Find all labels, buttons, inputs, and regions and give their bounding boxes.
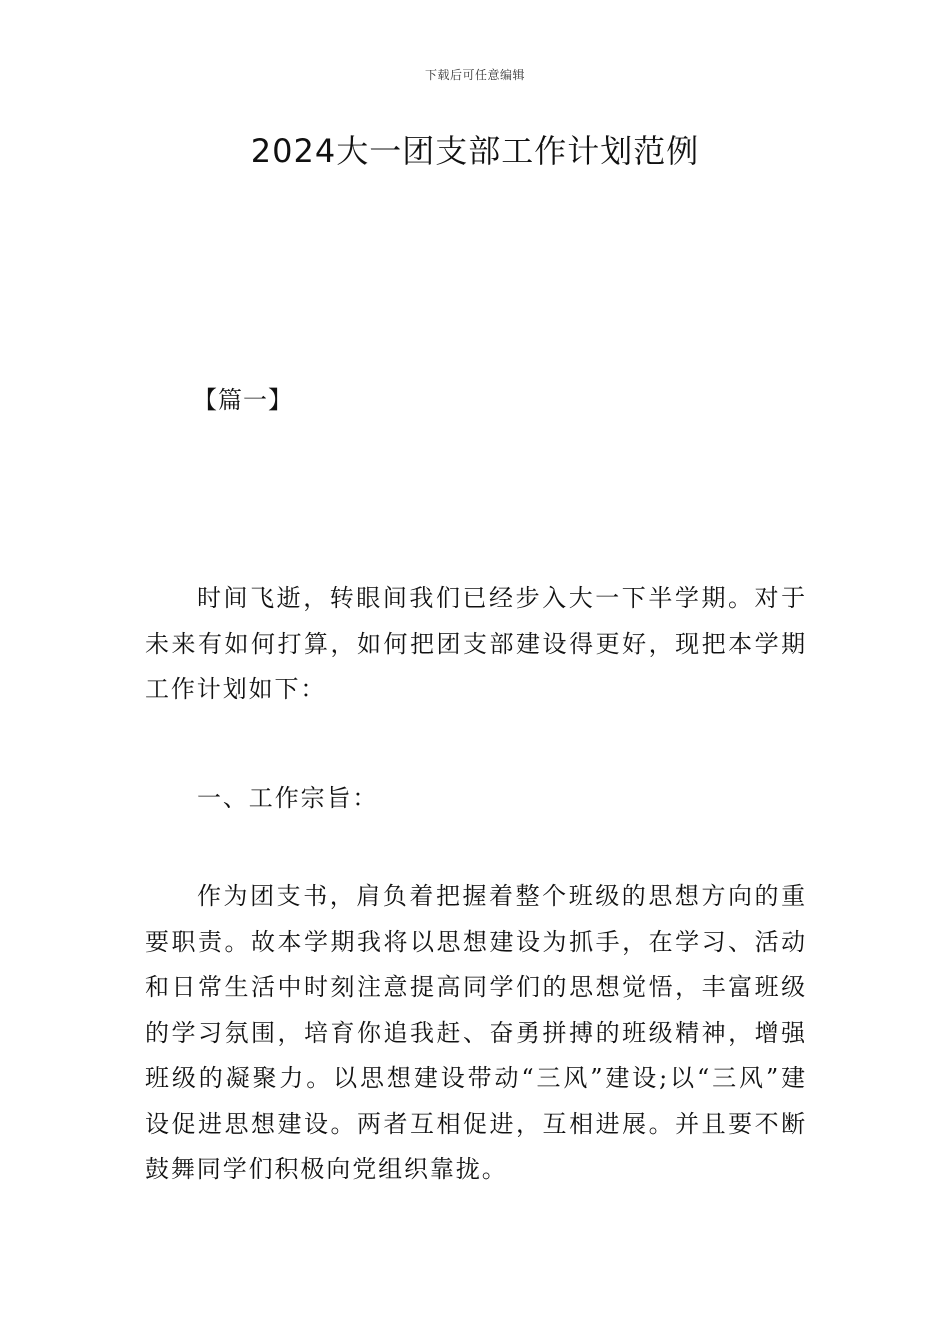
body-paragraph: 作为团支书，肩负着把握着整个班级的思想方向的重要职责。故本学期我将以思想建设为抓手，在学习、活动和日常生活中时刻注意提高同学们的思想觉悟，丰富班级的学习氛围，培育你追我赶、奋勇拼搏的班级精神，增强班级的凝聚力。以思想建设带动“三风”建设;以“三风”建设促进思想建设。两者互相促进，互相进展。并且要不断鼓舞同学们积极向党组织靠拢。 <box>145 882 807 1183</box>
section-label: 【篇一】 <box>193 386 293 414</box>
section-heading-work-purpose: 一、工作宗旨： <box>197 784 379 812</box>
document-title: 2024大一团支部工作计划范例 <box>250 132 700 170</box>
intro-paragraph: 时间飞逝，转眼间我们已经步入大一下半学期。对于未来有如何打算，如何把团支部建设得更好，现把本学期工作计划如下： <box>145 584 807 703</box>
header-note: 下载后可任意编辑 <box>424 68 525 82</box>
